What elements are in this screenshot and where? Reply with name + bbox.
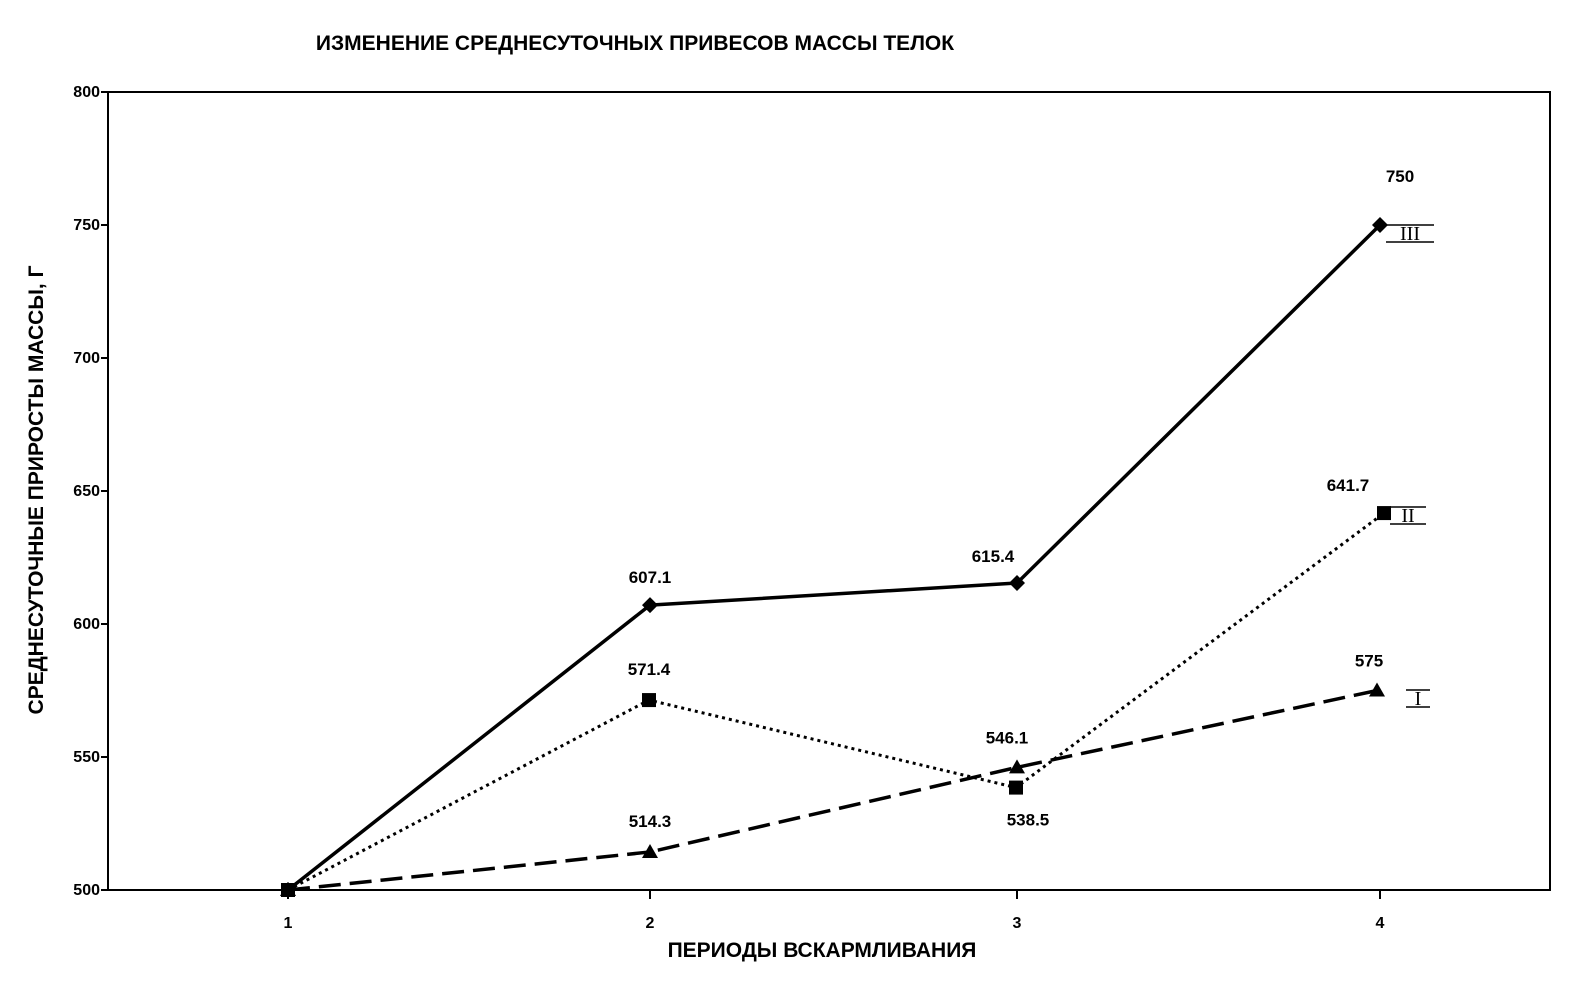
data-label: 641.7 [1326,476,1370,496]
data-point-square [1009,781,1023,795]
y-tick-label: 600 [73,616,100,633]
data-point-triangle [1369,683,1385,697]
data-point-square [642,693,656,707]
data-label: 615.4 [971,547,1015,567]
data-label: 575 [1354,651,1384,671]
x-axis-ticks [284,890,1385,932]
y-tick-label: 750 [73,217,100,234]
y-axis-label: СРЕДНЕСУТОЧНЫЕ ПРИРОСТЫ МАССЫ, Г [25,265,48,715]
x-tick-label: 4 [1375,915,1385,932]
y-tick-label: 800 [73,84,100,101]
series-layer [280,167,1434,898]
x-tick-label: 1 [283,915,293,932]
data-label: 538.5 [1006,810,1050,830]
data-label: 514.3 [628,811,672,831]
series-name-label: I [1414,688,1422,710]
data-label: 571.4 [627,660,671,680]
data-point-square [1377,506,1391,520]
data-label: 607.1 [628,568,672,588]
series-I [280,652,1430,897]
x-axis-label: ПЕРИОДЫ ВСКАРМЛИВАНИЯ [667,939,977,962]
series-name-label: III [1400,223,1420,245]
series-III [280,167,1434,898]
series-line [288,513,1384,890]
series-line [288,691,1377,891]
series-name-label: II [1401,505,1415,527]
y-tick-label: 650 [73,483,100,500]
data-label: 750 [1385,167,1415,186]
y-tick-label: 500 [73,882,100,899]
data-label: 546.1 [985,728,1029,748]
y-tick-label: 700 [73,350,100,367]
y-axis-ticks [73,84,108,899]
series-II [281,476,1426,897]
x-tick-label: 3 [1012,915,1022,932]
x-tick-label: 2 [645,915,655,932]
y-tick-label: 550 [73,749,100,766]
series-line [288,225,1380,890]
chart-title: ИЗМЕНЕНИЕ СРЕДНЕСУТОЧНЫХ ПРИВЕСОВ МАССЫ ТЕЛОК [315,32,955,55]
